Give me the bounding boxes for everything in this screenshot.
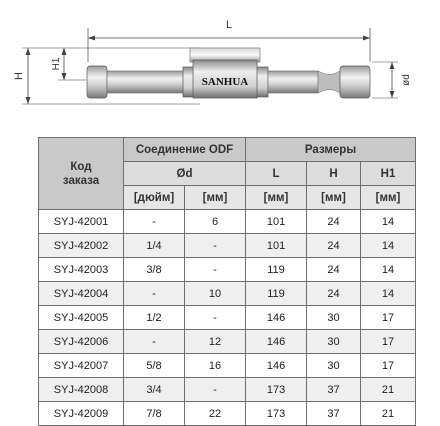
left-fitting xyxy=(87,66,185,98)
header-odf-connection: Соединение ODF xyxy=(124,138,246,162)
cell-L: 119 xyxy=(246,282,307,306)
cell-H: 24 xyxy=(307,282,361,306)
cell-inch: 3/4 xyxy=(124,378,185,402)
cell-inch: 1/4 xyxy=(124,234,185,258)
cell-H: 24 xyxy=(307,210,361,234)
cell-L: 173 xyxy=(246,378,307,402)
cell-mm: - xyxy=(185,234,246,258)
table-row xyxy=(39,402,416,426)
brand-label: SANHUA xyxy=(201,76,249,88)
cell-H: 24 xyxy=(307,258,361,282)
cell-code: SYJ-42006 xyxy=(39,330,124,354)
cell-inch: 1/2 xyxy=(124,306,185,330)
sight-glass-drawing xyxy=(0,0,440,125)
cell-inch: 5/8 xyxy=(124,354,185,378)
table-row xyxy=(39,234,416,258)
header-sizes: Размеры xyxy=(246,138,416,162)
cell-code: SYJ-42008 xyxy=(39,378,124,402)
cell-code: SYJ-42001 xyxy=(39,210,124,234)
cell-H: 30 xyxy=(307,330,361,354)
cell-mm: - xyxy=(185,378,246,402)
cell-H1: 17 xyxy=(361,306,416,330)
table-row xyxy=(39,282,416,306)
cell-H1: 21 xyxy=(361,378,416,402)
table-row xyxy=(39,330,416,354)
spec-table-body xyxy=(39,210,416,426)
cell-L: 146 xyxy=(246,330,307,354)
right-fitting xyxy=(268,66,370,98)
cell-H1: 14 xyxy=(361,234,416,258)
dimension-H1 xyxy=(51,48,86,80)
cell-L: 101 xyxy=(246,234,307,258)
cell-H: 37 xyxy=(307,402,361,426)
cell-L: 146 xyxy=(246,354,307,378)
unit-mm-d: [мм] xyxy=(185,186,246,210)
table-row xyxy=(39,210,416,234)
cell-code: SYJ-42005 xyxy=(39,306,124,330)
cell-H: 30 xyxy=(307,354,361,378)
cell-mm: - xyxy=(185,258,246,282)
dim-H-label: H xyxy=(13,72,25,80)
header-L: L xyxy=(246,162,307,186)
spec-table xyxy=(38,137,416,426)
dim-d-label: ød xyxy=(401,74,412,86)
cell-code: SYJ-42004 xyxy=(39,282,124,306)
cell-H1: 17 xyxy=(361,330,416,354)
cell-inch: - xyxy=(124,210,185,234)
cell-code: SYJ-42002 xyxy=(39,234,124,258)
cell-H1: 17 xyxy=(361,354,416,378)
cell-H1: 21 xyxy=(361,402,416,426)
cell-mm: - xyxy=(185,306,246,330)
cell-L: 173 xyxy=(246,402,307,426)
unit-inch: [дюйм] xyxy=(124,186,185,210)
cell-H: 30 xyxy=(307,306,361,330)
unit-mm-L: [мм] xyxy=(246,186,307,210)
cell-mm: 6 xyxy=(185,210,246,234)
cell-mm: 16 xyxy=(185,354,246,378)
table-row xyxy=(39,258,416,282)
cell-inch: 7/8 xyxy=(124,402,185,426)
cell-code: SYJ-42003 xyxy=(39,258,124,282)
unit-mm-H: [мм] xyxy=(307,186,361,210)
table-row xyxy=(39,378,416,402)
cell-H1: 14 xyxy=(361,210,416,234)
dim-H1-label: H1 xyxy=(51,57,62,71)
header-H: H xyxy=(307,162,361,186)
sight-glass-body xyxy=(183,48,268,98)
cell-mm: 22 xyxy=(185,402,246,426)
cell-H1: 14 xyxy=(361,258,416,282)
cell-mm: 10 xyxy=(185,282,246,306)
table-row xyxy=(39,354,416,378)
cell-inch: 3/8 xyxy=(124,258,185,282)
cell-code: SYJ-42007 xyxy=(39,354,124,378)
table-row xyxy=(39,306,416,330)
header-order-code xyxy=(39,138,124,210)
cell-H: 24 xyxy=(307,234,361,258)
cell-code: SYJ-42009 xyxy=(39,402,124,426)
cell-H1: 14 xyxy=(361,282,416,306)
cell-L: 146 xyxy=(246,306,307,330)
cell-mm: 12 xyxy=(185,330,246,354)
cell-inch: - xyxy=(124,282,185,306)
cell-inch: - xyxy=(124,330,185,354)
header-H1: H1 xyxy=(361,162,416,186)
cell-L: 119 xyxy=(246,258,307,282)
header-order-code-line2: заказа xyxy=(62,174,100,187)
unit-mm-H1: [мм] xyxy=(361,186,416,210)
dim-L-label: L xyxy=(225,19,233,31)
cell-H: 37 xyxy=(307,378,361,402)
header-order-code-line1: Код xyxy=(70,160,92,173)
cell-L: 101 xyxy=(246,210,307,234)
dimension-d xyxy=(372,62,412,98)
header-d: Ød xyxy=(124,162,246,186)
